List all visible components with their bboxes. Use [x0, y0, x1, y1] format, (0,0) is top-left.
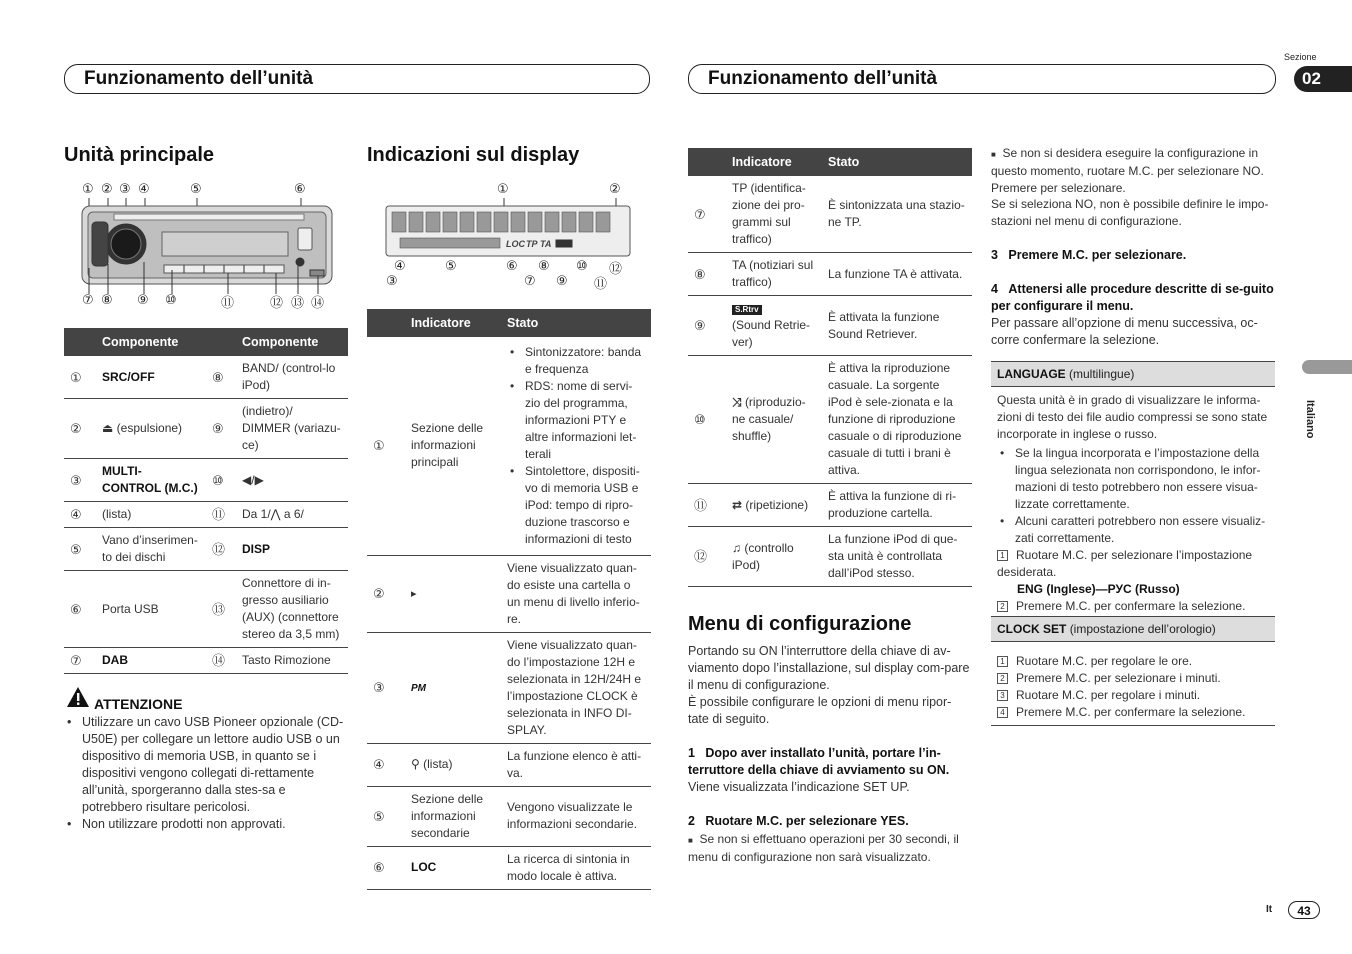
menu-configurazione-title: Menu di configurazione [688, 613, 912, 635]
language-bullet: • Se la lingua incorporata e l’impostazione della lingua selezionata non corrispondono, le infor-mazioni di testo potrebbero non essere visua-lizzate correttamente. [997, 445, 1275, 513]
ipod-control-icon: ♫ [732, 540, 745, 555]
component-cell: BAND/ (control-lo iPod) [236, 356, 348, 399]
callout-5: ⑤ [190, 181, 202, 196]
display-callout-11: ⑪ [594, 276, 608, 291]
indicator-cell: S.Rtrv (Sound Retrie-ver) [726, 296, 822, 356]
status-bullet: • Sintolettore, dispositi-vo di memoria USB e iPod: tempo di ripro-duzione trascorso e informazioni di testo [507, 463, 645, 548]
language-bullet: • Alcuni caratteri potrebbero non essere visualiz-zati correttamente. [997, 513, 1275, 547]
search-icon: ⚲ [411, 757, 424, 771]
lcd-display-illustration [384, 198, 636, 260]
step-1: 1 Dopo aver installato l’unità, portare l’in-terruttore della chiave di avviamento su ON. [688, 746, 950, 777]
indicatori-header-2: Stato [822, 148, 972, 176]
display-callout-5: ⑤ [445, 258, 457, 273]
language-step-2: 2 Premere M.C. per confermare la selezione. [997, 598, 1275, 615]
indicator-cell: TP (identifica-zione dei pro-grammi sul traffico) [726, 176, 822, 253]
section-number: 02 [1302, 69, 1321, 88]
language-section-header: LANGUAGE (multilingue) [991, 361, 1275, 387]
clock-section [991, 653, 1275, 726]
component-cell: DAB [96, 648, 206, 674]
row-num: ⑤ [367, 786, 405, 846]
page-number: 43 [1297, 904, 1311, 918]
component-cell: DISP [236, 528, 348, 571]
lcd-loc-label: LOC [506, 239, 525, 249]
indicatori-header-1: Indicatore [726, 148, 822, 176]
callout-4: ④ [138, 181, 150, 196]
indicator-cell: ♫ (controllo iPod) [726, 527, 822, 587]
language-tab [1302, 360, 1352, 374]
indicator-cell: ⤨ (riproduzio-ne casuale/ shuffle) [726, 356, 822, 484]
display-callout-7: ⑦ [524, 273, 536, 288]
status-bullet: • Sintonizzatore: banda e frequenza [507, 344, 645, 378]
unita-principale-title: Unità principale [64, 144, 215, 166]
row-num: ⑥ [367, 846, 405, 889]
menu-paragraph-2: È possibile configurare le opzioni di menu ripor-tate di seguito. [688, 695, 952, 726]
componenti-header-1: Componente [96, 328, 206, 356]
component-cell: (indietro)/ DIMMER (variazu-ce) [236, 399, 348, 459]
note-square-icon: ■ [991, 150, 996, 159]
indicator-cell: ⇄ (ripetizione) [726, 484, 822, 527]
row-num: ⑦ [64, 648, 96, 674]
sound-retriever-badge: S.Rtrv [732, 305, 762, 315]
status-cell: È attiva la funzione di ri-produzione cartella. [822, 484, 972, 527]
component-cell: (lista) [96, 502, 206, 528]
lcd-ta-label: TA [540, 239, 552, 249]
row-num: ⑩ [206, 459, 236, 502]
indicazioni-display-title: Indicazioni sul display [367, 144, 580, 166]
status-cell: La funzione TA è attivata. [822, 253, 972, 296]
component-cell: Tasto Rimozione [236, 648, 348, 674]
row-num: ⑧ [206, 356, 236, 399]
row-num: ③ [64, 459, 96, 502]
callout-12: ⑫ [270, 295, 284, 310]
display-callout-12: ⑫ [609, 261, 623, 276]
callout-14: ⑭ [311, 295, 325, 310]
clock-section-header: CLOCK SET (impostazione dell’orologio) [991, 616, 1275, 642]
clock-step-2: 2 Premere M.C. per selezionare i minuti. [997, 670, 1275, 687]
status-bullet: • RDS: nome di servi-zio del programma, informazioni PTY e altre informazioni let-terali [507, 378, 645, 463]
callout-9: ⑨ [137, 292, 149, 307]
head-unit-illustration [78, 198, 336, 294]
repeat-icon: ⇄ [732, 497, 746, 512]
row-num: ⑤ [64, 528, 96, 571]
component-cell: MULTI-CONTROL (M.C.) [96, 459, 206, 502]
row-num: ① [367, 337, 405, 555]
display-callout-9: ⑨ [556, 273, 568, 288]
indicatori-table-2 [688, 148, 972, 587]
row-num: ⑨ [206, 399, 236, 459]
status-cell: Viene visualizzato quan-do esiste una cartella o un menu di livello inferio-re. [501, 555, 651, 632]
warning-icon [66, 686, 90, 708]
row-num: ⑨ [688, 296, 726, 356]
indicator-cell [405, 555, 501, 632]
callout-7: ⑦ [82, 292, 94, 307]
step-4: 4 Attenersi alle procedure descritte di se-guito per configurare il menu. [991, 282, 1274, 313]
component-cell: SRC/OFF [96, 356, 206, 399]
clock-step-1: 1 Ruotare M.C. per regolare le ore. [997, 653, 1275, 670]
status-cell: È attiva la riproduzione casuale. La sorgente iPod è sele-zionata e la funzione di riproduzione casuale o di riproduzione casuale di tutti i brani è attiva. [822, 356, 972, 484]
row-num: ⑪ [206, 502, 236, 528]
language-section [991, 392, 1275, 622]
display-callout-10: ⑩ [576, 258, 588, 273]
indicator-cell: PM [405, 632, 501, 743]
row-num: ⑦ [688, 176, 726, 253]
step-4-text: Per passare all’opzione di menu successiva, oc-corre confermare la selezione. [991, 316, 1258, 347]
component-cell: Connettore di in-gresso ausiliario (AUX) (connettore stereo da 3,5 mm) [236, 571, 348, 648]
row-num: ④ [367, 743, 405, 786]
note-square-icon: ■ [688, 836, 693, 845]
indicator-cell: Sezione delle informazioni secondarie [405, 786, 501, 846]
right-header-title: Funzionamento dell’unità [708, 68, 938, 89]
row-num: ① [64, 356, 96, 399]
display-callout-8: ⑧ [538, 258, 550, 273]
warning-title: ATTENZIONE [94, 696, 183, 712]
status-cell: La ricerca di sintonia in modo locale è attiva. [501, 846, 651, 889]
component-cell: ⏏ (espulsione) [96, 399, 206, 459]
display-callout-6: ⑥ [506, 258, 518, 273]
status-cell: La funzione iPod di que-sta unità è controllata dall’iPod stesso. [822, 527, 972, 587]
note-1: ■ Se non si desidera eseguire la configurazione in questo momento, ruotare M.C. per selezionare NO. Premere per selezionare. [991, 146, 1264, 195]
row-num: ⑥ [64, 571, 96, 648]
row-num: ⑧ [688, 253, 726, 296]
indicatori-header-2: Stato [501, 309, 651, 337]
row-num: ② [64, 399, 96, 459]
language-tab-label: Italiano [1304, 400, 1316, 439]
step-2: 2 Ruotare M.C. per selezionare YES. [688, 814, 909, 828]
lcd-tp-label: TP [526, 239, 538, 249]
section-number-badge [1294, 66, 1352, 92]
status-cell: È attivata la funzione Sound Retriever. [822, 296, 972, 356]
step-1-text: Viene visualizzata l’indicazione SET UP. [688, 780, 910, 794]
row-num: ⑪ [688, 484, 726, 527]
display-callout-3: ③ [386, 273, 398, 288]
indicatori-table-1 [367, 309, 651, 890]
callout-2: ② [101, 181, 113, 196]
row-num: ④ [64, 502, 96, 528]
section-label: Sezione [1284, 52, 1317, 62]
left-header-title: Funzionamento dell’unità [84, 68, 314, 89]
menu-paragraph-1: Portando su ON l’interruttore della chiave di av-viamento dopo l’installazione, sul display com-pare il menu di configurazione. [688, 644, 970, 692]
folder-arrow-icon: ▸ [411, 587, 417, 600]
status-cell: Viene visualizzato quan-do l’impostazione 12H e selezionata in 12H/24H e l’impostazione CLOCK è selezionata in INFO DI-SPLAY. [501, 632, 651, 743]
warning-item: • Non utilizzare prodotti non approvati. [64, 816, 346, 833]
component-cell: Da 1/⋀ a 6/ [236, 502, 348, 528]
clock-step-4: 4 Premere M.C. per confermare la selezione. [997, 704, 1275, 721]
indicator-cell: LOC [405, 846, 501, 889]
warning-item: • Utilizzare un cavo USB Pioneer opzionale (CD-U50E) per collegare un lettore audio USB o un dispositivo di memoria USB, in quanto se i dispositivi vengono collegati di-rettamente all’unità, sporgeranno dalla stes-sa e potrebbero risultare pericolosi. [64, 714, 346, 816]
display-callout-1: ① [497, 181, 509, 196]
callout-3: ③ [119, 181, 131, 196]
row-num: ⑭ [206, 648, 236, 674]
row-num: ⑫ [688, 527, 726, 587]
row-num: ⑫ [206, 528, 236, 571]
language-step-1: 1 Ruotare M.C. per selezionare l’impostazione desiderata. [997, 548, 1253, 579]
page-language-code: It [1266, 904, 1273, 915]
component-cell: Porta USB [96, 571, 206, 648]
row-num: ⑬ [206, 571, 236, 648]
row-num: ③ [367, 632, 405, 743]
page-number-badge [1288, 901, 1320, 919]
display-callout-4: ④ [394, 258, 406, 273]
indicator-cell: TA (notiziari sul traffico) [726, 253, 822, 296]
callout-1: ① [82, 181, 94, 196]
indicatori-header-1: Indicatore [405, 309, 501, 337]
callout-11: ⑪ [221, 295, 235, 310]
step-2-note: ■ Se non si effettuano operazioni per 30 secondi, il menu di configurazione non sarà visualizzato. [688, 832, 959, 864]
shuffle-icon: ⤨ [732, 395, 745, 409]
component-cell: ◀/▶ [236, 459, 348, 502]
note-2: Se si seleziona NO, non è possibile definire le impo-stazioni nel menu di configurazione. [991, 197, 1269, 228]
status-cell: È sintonizzata una stazio-ne TP. [822, 176, 972, 253]
warning-list [64, 714, 346, 833]
callout-8: ⑧ [101, 292, 113, 307]
callout-6: ⑥ [294, 181, 306, 196]
status-cell: Vengono visualizzate le informazioni secondarie. [501, 786, 651, 846]
status-cell [501, 337, 651, 555]
indicator-cell: Sezione delle informazioni principali [405, 337, 501, 555]
clock-step-3: 3 Ruotare M.C. per regolare i minuti. [997, 687, 1275, 704]
step-3: 3 Premere M.C. per selezionare. [991, 248, 1187, 262]
row-num: ② [367, 555, 405, 632]
indicator-cell: ⚲ (lista) [405, 743, 501, 786]
language-description: Questa unità è in grado di visualizzare le informa-zioni di testo dei file audio compressi se sono state incorporate in inglese o russo. [997, 393, 1268, 441]
component-cell: Vano d’inserimen-to dei dischi [96, 528, 206, 571]
callout-10: ⑩ [165, 292, 177, 307]
row-num: ⑩ [688, 356, 726, 484]
componenti-header-2: Componente [236, 328, 348, 356]
language-options: ENG (Inglese)—РУС (Russo) [1017, 582, 1180, 596]
display-callout-2: ② [609, 181, 621, 196]
callout-13: ⑬ [291, 295, 305, 310]
componenti-table [64, 328, 348, 674]
status-cell: La funzione elenco è atti-va. [501, 743, 651, 786]
